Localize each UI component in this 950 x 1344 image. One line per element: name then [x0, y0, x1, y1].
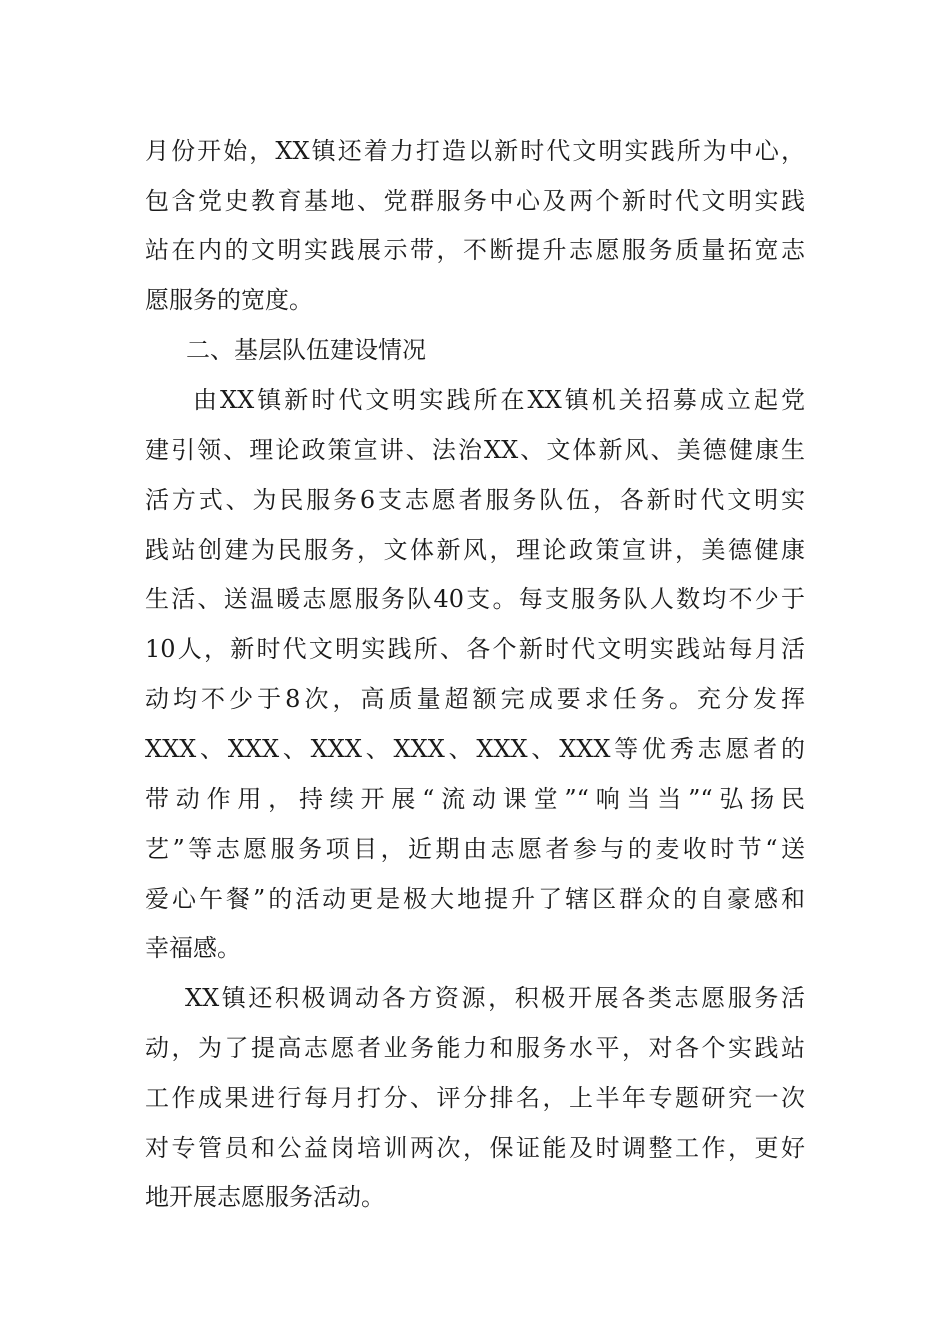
text-line: 爱心午餐”的活动更是极大地提升了辖区群众的自豪感和: [145, 885, 805, 913]
text-line: 带动作用，持续开展“流动课堂”“响当当”“弘扬民: [145, 785, 805, 813]
text-line: 10人，新时代文明实践所、各个新时代文明实践站每月活: [145, 635, 805, 663]
text-line: 动，为了提高志愿者业务能力和服务水平，对各个实践站: [145, 1034, 805, 1062]
text-line: 践站创建为民服务，文体新风，理论政策宣讲，美德健康: [145, 536, 805, 564]
text-line: 由XX镇新时代文明实践所在XX镇机关招募成立起党: [193, 386, 805, 414]
text-line: XXX、XXX、XXX、XXX、XXX、XXX等优秀志愿者的: [145, 735, 805, 763]
text-line: 月份开始，XX镇还着力打造以新时代文明实践所为中心，: [145, 137, 805, 165]
text-line: 站在内的文明实践展示带，不断提升志愿服务质量拓宽志: [145, 236, 805, 264]
text-line: 建引领、理论政策宣讲、法治XX、文体新风、美德健康生: [145, 436, 805, 464]
section-heading: 二、基层队伍建设情况: [186, 336, 426, 364]
text-line: 动均不少于8次，高质量超额完成要求任务。充分发挥: [145, 685, 805, 713]
text-line: 工作成果进行每月打分、评分排名，上半年专题研究一次: [145, 1084, 805, 1112]
text-line: 幸福感。: [145, 934, 241, 962]
text-line: 包含党史教育基地、党群服务中心及两个新时代文明实践: [145, 187, 805, 215]
text-line: 生活、送温暖志愿服务队40支。每支服务队人数均不少于: [145, 585, 805, 613]
text-line: 活方式、为民服务6支志愿者服务队伍，各新时代文明实: [145, 486, 805, 514]
text-line: XX镇还积极调动各方资源，积极开展各类志愿服务活: [185, 984, 805, 1012]
text-line: 愿服务的宽度。: [145, 286, 313, 314]
text-line: 地开展志愿服务活动。: [145, 1183, 385, 1211]
text-line: 艺”等志愿服务项目，近期由志愿者参与的麦收时节“送: [145, 835, 805, 863]
text-line: 对专管员和公益岗培训两次，保证能及时调整工作，更好: [145, 1134, 805, 1162]
